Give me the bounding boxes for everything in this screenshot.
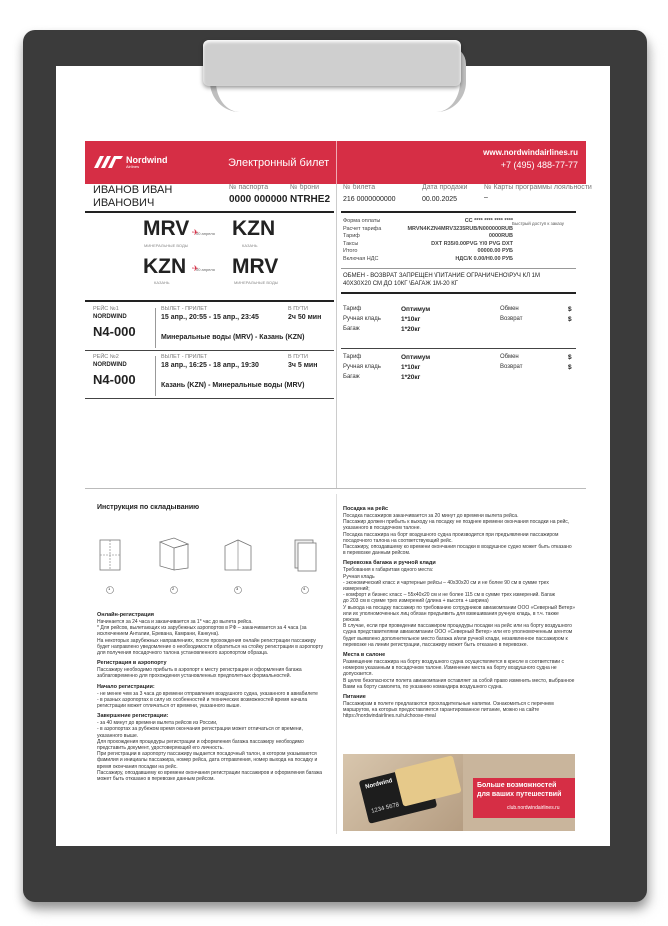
step-number: 1 bbox=[108, 586, 111, 591]
promo-line2: для ваших путешествий bbox=[477, 791, 562, 798]
clip-base bbox=[203, 40, 461, 86]
flight-airline: NORDWIND bbox=[93, 314, 127, 320]
hand-label: Ручная кладь bbox=[343, 364, 381, 370]
flight-route: Минеральные воды (MRV) - Казань (KZN) bbox=[161, 334, 305, 341]
fare-conditions: ОБМЕН - ВОЗВРАТ ЗАПРЕЩЕН \ПИТАНИЕ ОГРАНИЧЕНО\РУЧ КЛ 1М 40Х30Х20 СМ ДО 10КГ \БАГАЖ 1М-20 КГ bbox=[343, 273, 541, 287]
leg1-from-city: МИНЕРАЛЬНЫЕ ВОДЫ bbox=[144, 243, 189, 248]
route-rule bbox=[85, 300, 334, 302]
hand-value: 1*10кг bbox=[401, 316, 421, 323]
promo-banner bbox=[343, 754, 575, 831]
section-text: Пассажиру необходимо прибыть в аэропорт к месту регистрации и оформления багажа заблаговременно для прохождения установленных предполетных формальностей. bbox=[97, 667, 302, 680]
section-text: Размещение пассажира на борту воздушного судна осуществляется в кресле в соответствии с номером указанным в посадочном талоне. Изменение места на борту воздушного судна не допускается. В целях безопасности полета авиакомпания оставляет за собой право изменить место, выбранное Вами на борту самолета, по указанию командира воздушного судна. bbox=[343, 659, 575, 690]
fare-block-2 bbox=[343, 354, 573, 394]
section-text: Посадка пассажиров заканчивается за 20 минут до времени вылета рейса. Пассажир должен прибыть к выходу на посадку не позднее времени окончания посадки на рейс, указанного в посадочном талоне. Посадка пассажира на борт воздушного судна производится при предъявлении пассажиром посадочного талона на соответствующий рейс. Пассажиру, опоздавшему ко времени окончания посадки в воздушное судно может быть отказано в перевозке данным рейсом. bbox=[343, 513, 572, 557]
passenger-name-line1: ИВАНОВ ИВАН bbox=[93, 184, 173, 196]
passport-value: 0000 000000 bbox=[229, 194, 288, 205]
brand-name: Nordwind bbox=[126, 155, 168, 165]
section-heading: Места в салоне bbox=[343, 652, 386, 659]
flight-times: 18 апр., 16:25 - 18 апр., 19:30 bbox=[161, 362, 259, 369]
loyalty-label: № Карты программы лояльности bbox=[484, 184, 592, 191]
leg2-from-code: KZN bbox=[143, 255, 187, 278]
passenger-name bbox=[93, 184, 172, 210]
ticket-rule bbox=[341, 211, 576, 213]
nordwind-logo bbox=[94, 155, 168, 174]
dep-arr-label: ВЫЛЕТ - ПРИЛЕТ bbox=[161, 306, 208, 312]
leg2-to-city: МИНЕРАЛЬНЫЕ ВОДЫ bbox=[234, 280, 279, 285]
card-number: 1234 5678 bbox=[370, 802, 400, 815]
payment-row bbox=[343, 226, 513, 234]
flight-divider bbox=[155, 308, 156, 348]
exchange-value: $ bbox=[568, 354, 572, 361]
flight-times: 15 апр., 20:55 - 15 апр., 23:45 bbox=[161, 314, 259, 321]
left-info-text bbox=[97, 608, 329, 782]
flight-label: РЕЙС №1 bbox=[93, 306, 119, 312]
section-heading: Онлайн-регистрация bbox=[97, 612, 154, 618]
loyalty-value: – bbox=[484, 194, 488, 201]
center-divider-bottom bbox=[336, 494, 337, 834]
booking-value: NTRHE2 bbox=[290, 194, 331, 205]
step-number: 4 bbox=[303, 586, 306, 591]
ticket-title: Электронный билет bbox=[228, 157, 330, 169]
tariff-label: Тариф bbox=[343, 306, 362, 312]
folding-steps bbox=[90, 534, 330, 604]
header-phone: +7 (495) 488-77-77 bbox=[500, 160, 578, 170]
section-heading: Питание bbox=[343, 694, 366, 701]
payment-label: Итого bbox=[343, 248, 358, 254]
step-number: 3 bbox=[236, 586, 239, 591]
header-divider bbox=[336, 141, 337, 184]
payment-label: Расчет тарифа bbox=[343, 225, 382, 232]
payment-row bbox=[343, 241, 513, 249]
exchange-label: Обмен bbox=[500, 306, 519, 312]
passport-label: № паспорта bbox=[229, 184, 269, 191]
tariff-value: Оптимум bbox=[401, 306, 431, 313]
section-text: Требования к габаритам одного места: Ручная кладь - экономический класс и чартерные рейсы – 40х30х20 см и не более 90 см в сумме трех измерений; - комфорт и бизнес класс – 55х40х20 см и не более 115 см в сумме трех измерений. Багаж до 203 см в сумме трех измерений (длина + высота + ширина) У выхода на посадку пассажир по требованию сотрудников авиакомпании ООО «Северный Ветер» или их уполномоченных лиц обязан предъявить для взвешивания ручную кладь, в т.ч. также рюкзак. В случае, если при проведении пассажиром процедуры посадки на рейс или на борту воздушного судна представителями авиакомпании ООО «Северный Ветер» или его уполномоченным агентом будет выявлено дополнительное место багажа и/или ручной клади, незаявленное пассажиром к перевозке на линии регистрации, пассажиру может быть отказано в перевозке. bbox=[343, 567, 576, 648]
payment-value: 00000.00 РУБ bbox=[477, 248, 513, 254]
flight-label: РЕЙС №2 bbox=[93, 354, 119, 360]
flight-divider bbox=[155, 356, 156, 396]
section-text: - за 40 минут до времени вылета рейсов из России, - в аэропортах за рубежом время окончания регистрации может отличаться от времени, указанного выше. Для прохождения процедуры регистрации и оформления багажа пассажиру необходимо представить документ, удостоверяющий его личность. При регистрации в аэропорту пассажиру выдается посадочный талон, в котором указываются фамилия и инициалы пассажира, номер рейса, дата отправления, номер выхода на посадку и время окончания посадки на рейс. Пассажиру, опоздавшему ко времени окончания регистрации пассажиров и оформления багажа может быть отказано в перевозке данным рейсом. bbox=[97, 720, 323, 783]
ticket-paper bbox=[56, 66, 610, 846]
leg1-date: 00 апреля bbox=[196, 231, 215, 236]
payment-label: Таксы bbox=[343, 240, 359, 247]
plane-icon: ✈ bbox=[192, 264, 199, 273]
sale-date: 00.00.2025 bbox=[422, 196, 458, 203]
flight-airline: NORDWIND bbox=[93, 362, 127, 368]
payment-value: НДС/К 0.00/Н0.00 РУБ bbox=[455, 255, 513, 262]
refund-value: $ bbox=[568, 316, 572, 323]
fare-block-1 bbox=[343, 306, 573, 346]
leg1-from-code: MRV bbox=[143, 217, 190, 240]
promo-red-box bbox=[473, 778, 575, 818]
center-divider bbox=[336, 184, 337, 488]
payment-table bbox=[343, 218, 513, 263]
refund-label: Возврат bbox=[500, 364, 523, 370]
header-url: www.nordwindairlines.ru bbox=[483, 148, 578, 157]
card-brand: Nordwind bbox=[364, 778, 394, 791]
bag-value: 1*20кг bbox=[401, 374, 421, 381]
flight-number: N4-000 bbox=[93, 324, 136, 339]
section-heading: Перевозка багажа и ручной клади bbox=[343, 560, 436, 567]
payment-row bbox=[343, 233, 513, 241]
exchange-value: $ bbox=[568, 306, 572, 313]
leg2-from-city: КАЗАНЬ bbox=[154, 280, 170, 285]
passenger-rule bbox=[85, 211, 334, 213]
fare-rule bbox=[341, 348, 576, 349]
step-number: 2 bbox=[172, 586, 175, 591]
payment-value: MRVN4KZN4MRV3235RUB/N000000RUB bbox=[407, 225, 513, 232]
section-heading: Посадка на рейс bbox=[343, 506, 389, 512]
payment-rule bbox=[341, 268, 576, 269]
plane-icon: ✈ bbox=[192, 228, 199, 237]
payment-label: Форма оплаты bbox=[343, 218, 381, 224]
fold-line bbox=[85, 488, 586, 489]
ticket-number: 216 0000000000 bbox=[343, 196, 396, 203]
flight-rule bbox=[85, 350, 334, 351]
duration-label: В ПУТИ bbox=[288, 306, 308, 312]
folding-title: Инструкция по складыванию bbox=[97, 504, 200, 511]
section-text: - не менее чем за 3 часа до времени отправления воздушного судна, указанного в авиабилете - в разных аэропортах в силу их особенностей и технических возможностей время начала регистрации может отличаться от времени, указанного выше. bbox=[97, 690, 318, 710]
payment-value: 0000RUB bbox=[488, 233, 513, 239]
hand-value: 1*10кг bbox=[401, 364, 421, 371]
leg1-to-city: КАЗАНЬ bbox=[242, 243, 258, 248]
tariff-value: Оптимум bbox=[401, 354, 431, 361]
ticket-header bbox=[85, 141, 586, 184]
section-heading: Завершение регистрации: bbox=[97, 713, 169, 720]
payment-row bbox=[343, 256, 513, 264]
flight-route: Казань (KZN) - Минеральные воды (MRV) bbox=[161, 382, 305, 389]
booking-label: № брони bbox=[290, 184, 320, 191]
dep-arr-label: ВЫЛЕТ - ПРИЛЕТ bbox=[161, 354, 208, 360]
flight-duration: 3ч 5 мин bbox=[288, 362, 318, 369]
leg2-date: 00 апреля bbox=[196, 267, 215, 272]
payment-label: Тариф bbox=[343, 233, 360, 239]
section-text: Начинается за 24 часа и заканчивается за 1* час до вылета рейса. * Для рейсов, вылетающих из зарубежных аэропортов в РФ – заканчивается за 4 часа (за исключением Анталии, Еревана, Камрани, Канкуна). На некоторых зарубежных направлениях, после прохождения онлайн регистрации пассажиру будет направлено уведомление о необходимости обратиться на стойку регистрации в аэропорту для получения посадочного талона установленного аэропортом образца. bbox=[97, 619, 324, 657]
leg1-to-code: KZN bbox=[232, 217, 276, 240]
exchange-label: Обмен bbox=[500, 354, 519, 360]
payment-value: DXT R35/0.00PVG Y/0 PVG DXT bbox=[431, 240, 513, 247]
bag-label: Багаж bbox=[343, 326, 360, 332]
section-heading: Начало регистрации: bbox=[97, 683, 155, 690]
right-info-text bbox=[343, 502, 575, 720]
sale-date-label: Дата продажи bbox=[422, 184, 468, 191]
folding-diagram bbox=[90, 534, 330, 604]
nordwind-logo-icon bbox=[94, 155, 124, 169]
promo-url: club.nordwindairlines.ru bbox=[507, 805, 560, 811]
tariff-label: Тариф bbox=[343, 354, 362, 360]
refund-label: Возврат bbox=[500, 316, 523, 322]
promo-line1: Больше возможностей bbox=[477, 782, 557, 789]
bag-value: 1*20кг bbox=[401, 326, 421, 333]
bag-label: Багаж bbox=[343, 374, 360, 380]
conditions-rule bbox=[341, 292, 576, 294]
duration-label: В ПУТИ bbox=[288, 354, 308, 360]
payment-row bbox=[343, 248, 513, 256]
flight-duration: 2ч 50 мин bbox=[288, 314, 322, 321]
passenger-name-line2: ИВАНОВИЧ bbox=[93, 197, 155, 209]
ticket-number-label: № билета bbox=[343, 184, 376, 191]
hand-label: Ручная кладь bbox=[343, 316, 381, 322]
flight-rule bbox=[85, 398, 334, 399]
payment-label: Включая НДС bbox=[343, 255, 379, 262]
payment-value: CC **** **** **** **** bbox=[464, 218, 513, 224]
section-heading: Регистрация в аэропорту bbox=[97, 660, 167, 667]
section-text: Пассажирам в полете предлагаются прохладительные напитки. Ознакомиться с перечнем маршрутов, на которых предоставляется гарантированное питание, можно на сайте https://nordwindairlines.ru/ru/choose-meal bbox=[343, 701, 554, 720]
brand-sub: Airlines bbox=[126, 164, 140, 169]
flight-number: N4-000 bbox=[93, 372, 136, 387]
payment-row bbox=[343, 218, 513, 226]
refund-value: $ bbox=[568, 364, 572, 371]
leg2-to-code: MRV bbox=[232, 255, 279, 278]
quick-access-note: Быстрый доступ к заказу bbox=[512, 221, 564, 226]
